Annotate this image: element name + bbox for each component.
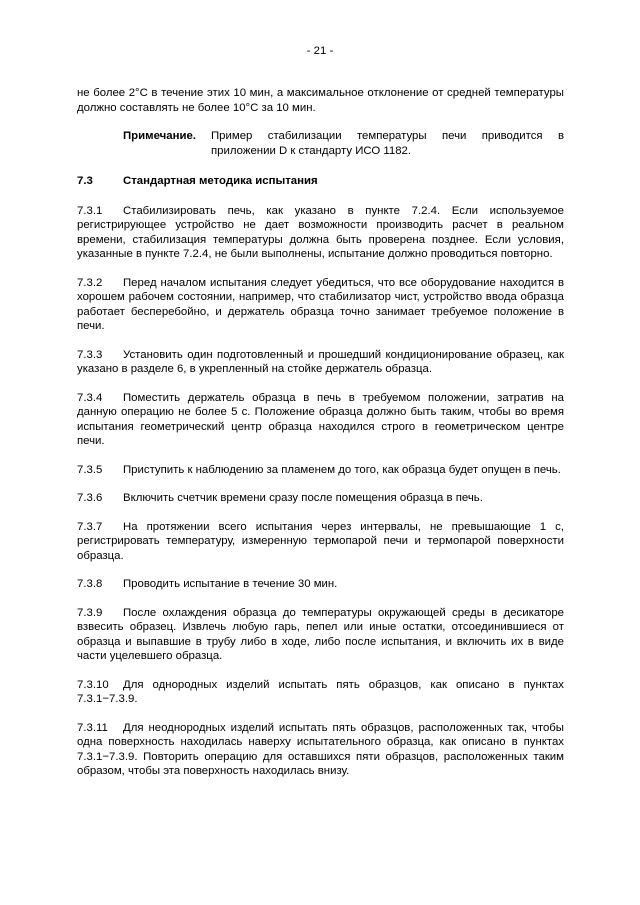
clause-text: Проводить испытание в течение 30 мин. [123,578,338,590]
clause-7-3-7 [77,520,564,564]
clause-number: 7.3.7 [77,520,103,533]
clause-7-3-2 [77,276,564,334]
clause-number: 7.3.2 [77,276,103,289]
clause-text: Поместить держатель образца в печь в требуемом положении, затратив на данную операцию не более 5 с. Положение образца должно быть таким, чтобы во время испытания геометрический центр образца находился строго в геометрическом центре печи. [77,391,564,447]
page-content [77,86,564,793]
clause-text: Приступить к наблюдению за пламенем до того, как образца будет опущен в печь. [123,463,561,476]
clause-7-3-8 [77,577,564,592]
note-text: Пример стабилизации температуры печи приводится в приложении D к стандарту ИСО 1182. [211,130,564,157]
clause-number: 7.3.10 [77,678,109,691]
clause-7-3-5 [77,463,564,478]
clause-number: 7.3.9 [77,606,103,619]
clause-7-3-10 [77,678,564,707]
clause-number: 7.3.1 [77,204,103,217]
clause-number: 7.3.5 [77,463,103,476]
clause-number: 7.3.6 [77,492,103,504]
clause-number: 7.3.3 [77,348,103,361]
clause-text: Для однородных изделий испытать пять образцов, как описано в пунктах 7.3.1−7.3.9. [77,678,564,705]
clause-number: 7.3.11 [77,721,108,734]
clause-text: Перед началом испытания следует убедиться, что все оборудование находится в хорошем рабочем состоянии, например, что стабилизатор чист, устройство ввода образца работает бесперебойно, и держатель образца точно занимает требуемое положение в печи. [77,276,564,332]
section-number: 7.3 [77,175,93,187]
clause-7-3-9 [77,606,564,664]
note-label: Примечание. [123,130,196,142]
clause-7-3-1 [77,204,564,262]
section-heading [77,174,564,189]
clause-number: 7.3.4 [77,391,103,404]
clause-text: Установить один подготовленный и прошедший кондиционирование образец, как указано в разделе 6, в укрепленный на стойке держатель образца. [77,348,564,375]
intro-paragraph: не более 2°С в течение этих 10 мин, а максимальное отклонение от средней температуры должно составлять не более 10°С за 10 мин. [77,87,564,114]
clause-number: 7.3.8 [77,578,103,590]
clause-text: На протяжении всего испытания через интервалы, не превышающие 1 с, регистрировать температуру, измеренную термопарой печи и термопарой поверхности образца. [77,520,564,562]
clause-text: Для неоднородных изделий испытать пять образцов, расположенных так, чтобы одна поверхность находилась наверху испытательного образца, как описано в пунктах 7.3.1−7.3.9. Повторить операцию для оставшихся пяти образцов, расположенных таким образом, чтобы эта поверхность находилась внизу. [77,721,564,777]
clause-text: После охлаждения образца до температуры окружающей среды в десикаторе взвесить образец. Извлечь любую гарь, пепел или иные остатки, отсоединившиеся от образца и выпавшие в трубу либо в ходе, либо после испытания, и включить их в виде части уцелевшего образца. [77,606,564,662]
clause-7-3-3 [77,348,564,377]
clause-text: Стабилизировать печь, как указано в пункте 7.2.4. Если используемое регистрирующее устройство не дает возможности производить расчет в реальном времени, стабилизация температуры должна быть проверена позднее. Если условия, указанные в пункте 7.2.4, не были выполнены, испытание должно проводиться повторно. [77,204,564,260]
clause-text: Включить счетчик времени сразу после помещения образца в печь. [123,492,483,504]
clause-7-3-6 [77,491,564,506]
clause-7-3-4 [77,391,564,449]
note-block [123,129,564,158]
section-title: Стандартная методика испытания [123,175,318,187]
clause-7-3-11 [77,721,564,779]
page-number: - 21 - [306,45,334,57]
